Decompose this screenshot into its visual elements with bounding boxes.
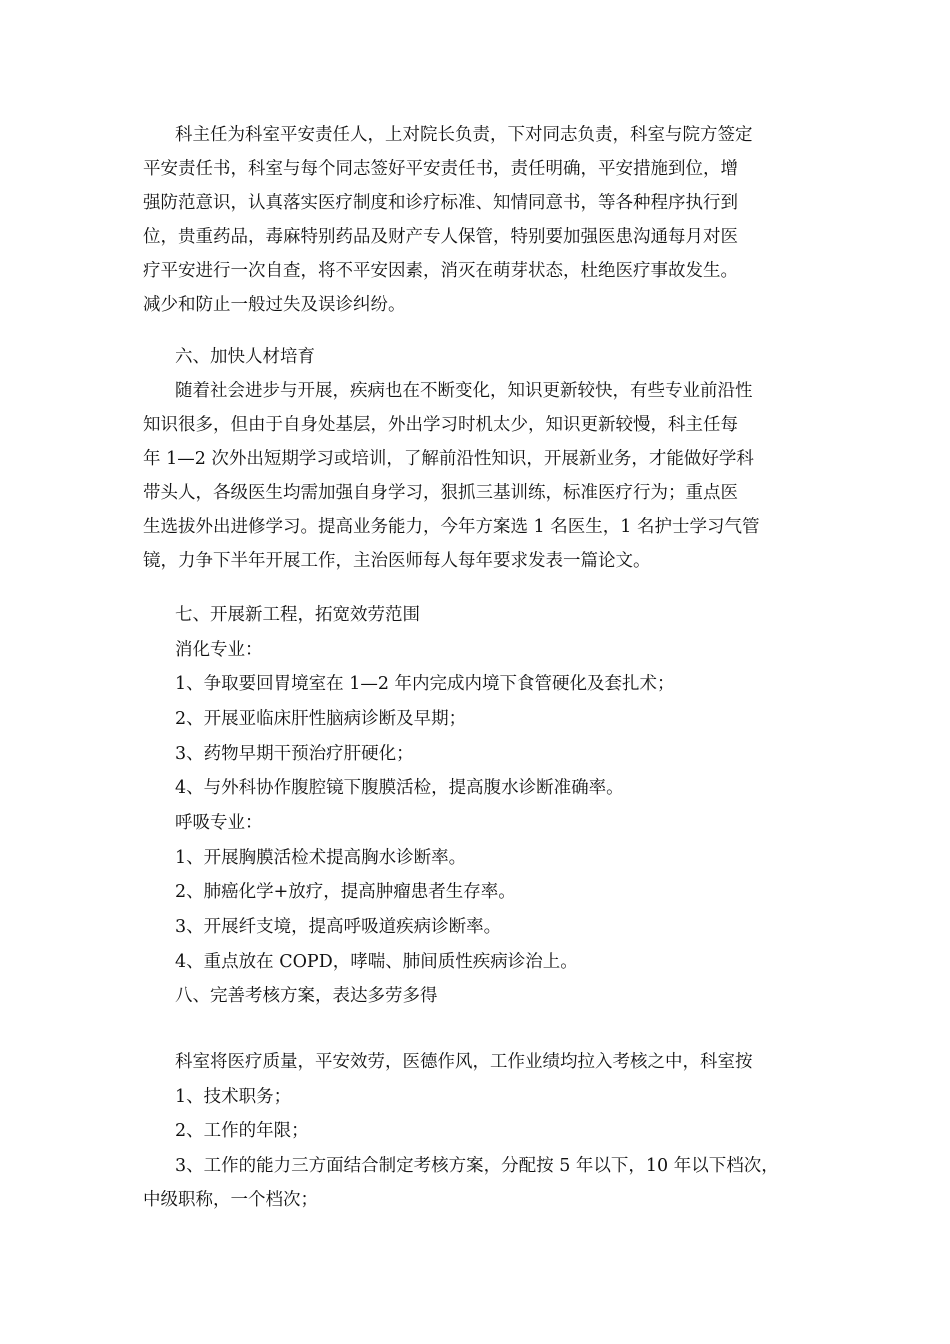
respiratory-title: 呼吸专业： bbox=[175, 813, 263, 833]
paragraph-assessment: 科室将医疗质量，平安效劳，医德作风，工作业绩均拉入考核之中，科室按 bbox=[175, 1052, 753, 1072]
text-line: 减少和防止一般过失及误诊纠纷。 bbox=[143, 295, 406, 315]
text-line: 位，贵重药品，毒麻特别药品及财产专人保管，特别要加强医患沟通每月对医 bbox=[143, 227, 738, 247]
text-line: 镜，力争下半年开展工作，主治医师每人每年要求发表一篇论文。 bbox=[143, 551, 651, 571]
text-line: 年 1—2 次外出短期学习或培训，了解前沿性知识，开展新业务，才能做好学科 bbox=[143, 449, 754, 469]
paragraph-assessment-tiers bbox=[143, 1149, 823, 1217]
list-item: 2、开展亚临床肝性脑病诊断及早期； bbox=[175, 709, 467, 729]
heading-assessment: 八、完善考核方案，表达多劳多得 bbox=[175, 986, 438, 1006]
list-item: 2、肺癌化学+放疗，提高肿瘤患者生存率。 bbox=[175, 882, 516, 902]
text-line: 疗平安进行一次自查，将不平安因素，消灭在萌芽状态，杜绝医疗事故发生。 bbox=[143, 261, 738, 281]
text-line: 随着社会进步与开展，疾病也在不断变化，知识更新较快，有些专业前沿性 bbox=[175, 381, 753, 401]
heading-talent-training: 六、加快人材培育 bbox=[175, 347, 315, 367]
text-line: 3、工作的能力三方面结合制定考核方案，分配按 5 年以下，10 年以下档次， bbox=[175, 1156, 779, 1176]
list-item: 4、重点放在 COPD，哮喘、肺间质性疾病诊治上。 bbox=[175, 952, 578, 972]
text-line: 中级职称，一个档次； bbox=[143, 1190, 318, 1210]
list-item: 4、与外科协作腹腔镜下腹膜活检，提高腹水诊断准确率。 bbox=[175, 778, 624, 798]
text-line: 科主任为科室平安责任人，上对院长负责，下对同志负责，科室与院方签定 bbox=[175, 125, 753, 145]
text-line: 平安责任书，科室与每个同志签好平安责任书，责任明确，平安措施到位，增 bbox=[143, 159, 738, 179]
paragraph-safety-responsibility bbox=[143, 118, 823, 322]
paragraph-talent-training bbox=[143, 374, 823, 578]
digestive-title: 消化专业： bbox=[175, 640, 263, 660]
list-item: 3、药物早期干预治疗肝硬化； bbox=[175, 744, 414, 764]
text-line: 知识很多，但由于自身处基层，外出学习时机太少，知识更新较慢，科主任每 bbox=[143, 415, 738, 435]
text-line: 生选拔外出进修学习。提高业务能力，今年方案选 1 名医生，1 名护士学习气管 bbox=[143, 517, 760, 537]
list-item: 3、开展纤支境，提高呼吸道疾病诊断率。 bbox=[175, 917, 502, 937]
text-line: 带头人，各级医生均需加强自身学习，狠抓三基训练，标准医疗行为；重点医 bbox=[143, 483, 738, 503]
list-item: 1、开展胸膜活检术提高胸水诊断率。 bbox=[175, 848, 467, 868]
list-item: 1、技术职务； bbox=[175, 1087, 292, 1107]
text-line: 强防范意识，认真落实医疗制度和诊疗标准、知情同意书，等各种程序执行到 bbox=[143, 193, 738, 213]
list-item: 1、争取要回胃境室在 1—2 年内完成内境下食管硬化及套扎术； bbox=[175, 674, 675, 694]
list-item: 2、工作的年限； bbox=[175, 1121, 309, 1141]
heading-new-projects: 七、开展新工程，拓宽效劳范围 bbox=[175, 605, 420, 625]
